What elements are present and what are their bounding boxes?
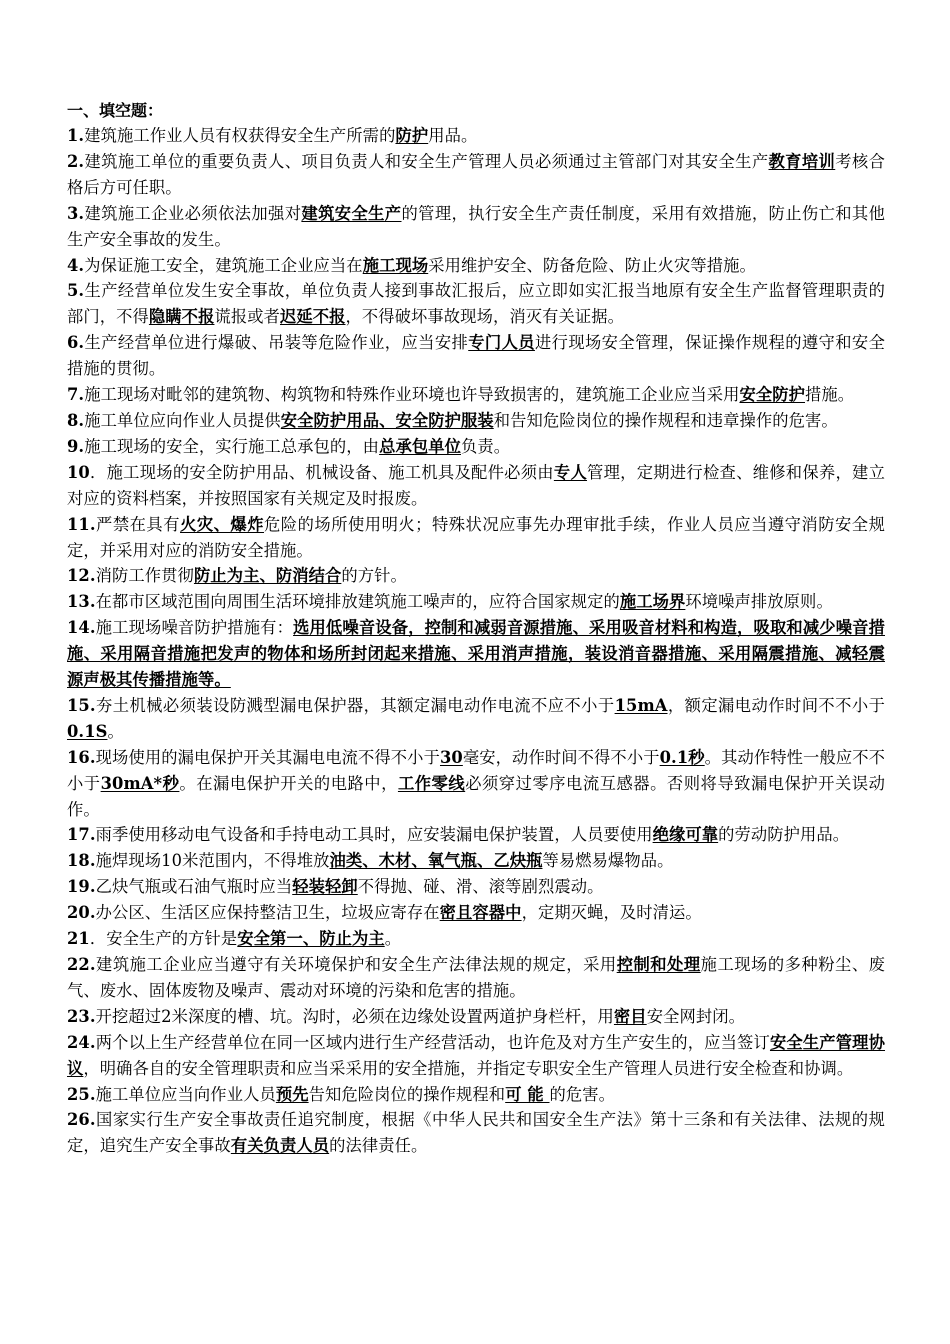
question-text: 施工单位应当向作业人员 — [95, 1084, 276, 1104]
question-text: 管理，定期进行检查、维修和保养，建立对应的资料档案，并按照国家有关规定及时报废。 — [67, 462, 886, 508]
answer-text: 绝缘可靠 — [652, 825, 719, 845]
answer-text: 15mA — [614, 695, 668, 715]
question-text: 消防工作贯彻 — [95, 566, 194, 586]
question-text: 负责。 — [461, 436, 511, 456]
answer-text: 密目 — [613, 1006, 647, 1026]
answer-text: 施工现场 — [362, 255, 429, 275]
question-item — [67, 382, 885, 408]
question-number: 9. — [67, 436, 85, 456]
question-text: 开挖超过2米深度的槽、坑。沟时，必须在边缘处设置两道护身栏杆，用 — [95, 1006, 614, 1026]
answer-text: 安全防护 — [739, 385, 805, 405]
question-number: 5. — [67, 281, 85, 301]
question-text: 建筑施工单位的重要负责人、项目负责人和安全生产管理人员必须通过主管部门对其安全生产 — [84, 151, 769, 171]
question-text: 。在漏电保护开关的电路中， — [179, 773, 398, 793]
question-text: 夯土机械必须装设防溅型漏电保护器，其额定漏电动作电流不应不小于 — [95, 695, 615, 715]
question-text: 必须穿过零序电流互感器。否则将导致漏电保护开关误动作。 — [67, 773, 885, 819]
question-item — [67, 822, 885, 848]
answer-text: 工作零线 — [397, 773, 466, 793]
answer-text: 控制和处理 — [616, 955, 701, 974]
answer-text: 有关负责人员 — [230, 1136, 330, 1156]
question-number: 3. — [67, 203, 85, 223]
answer-text: 迟延不报 — [279, 307, 346, 327]
question-number: 14. — [67, 618, 96, 638]
answer-text: 防止为主、防消结合 — [193, 566, 342, 586]
question-item — [67, 201, 885, 253]
question-text: 危险的场所使用明火；特殊状况应事先办理审批手续，作业人员应当遵守消防安全规定，并采用对应的消防安全措施。 — [67, 514, 885, 560]
question-item — [67, 563, 885, 589]
question-text: 毫安，动作时间不得不小于 — [462, 747, 660, 767]
question-text: 雨季使用移动电气设备和手持电动工具时，应安装漏电保护装置，人员要使用 — [95, 825, 653, 845]
question-number: 11. — [67, 514, 96, 534]
question-number: 22. — [67, 955, 96, 974]
question-number: 7. — [67, 385, 85, 405]
answer-text: 0.1S — [67, 721, 108, 741]
question-number: 26. — [67, 1110, 96, 1130]
question-text: 谎报或者 — [214, 307, 280, 327]
question-item — [67, 1004, 885, 1030]
question-item — [67, 1082, 885, 1108]
question-number: 8. — [67, 410, 85, 430]
question-number: 25. — [67, 1084, 96, 1104]
question-text: 施工现场的多种粉尘、废气、废水、固体废物及噪声、震动对环境的污染和危害的措施。 — [67, 955, 885, 1000]
question-number: 18. — [67, 851, 96, 871]
answer-text: 0.1秒 — [659, 747, 705, 767]
question-text: 施工现场的安全，实行施工总承包的，由 — [84, 436, 380, 456]
question-number: 10 — [67, 462, 90, 482]
question-number: 16. — [67, 747, 96, 767]
answer-text: 火灾、爆炸 — [180, 514, 265, 534]
question-text: 办公区、生活区应保持整洁卫生，垃圾应寄存在 — [95, 903, 440, 923]
question-text: 采用维护安全、防备危险、防止火灾等措施。 — [428, 255, 756, 275]
question-item — [67, 253, 885, 279]
answer-text: 安全第一、防止为主 — [237, 929, 385, 949]
question-text: ，明确各自的安全管理职责和应当采采用的安全措施，并指定专职安全生产管理人员进行安全检查和协调。 — [83, 1058, 854, 1078]
question-text: ，定期灭蝇，及时清运。 — [521, 903, 702, 923]
question-item — [67, 460, 885, 512]
question-text: 建筑施工企业必须依法加强对 — [84, 203, 302, 223]
answer-text: 油类、木材、氧气瓶、乙炔瓶 — [329, 851, 543, 871]
answer-text: 安全生产管理协议 — [67, 1032, 886, 1078]
question-text: 国家实行生产安全事故责任追究制度，根据《中华人民共和国安全生产法》第十三条和有关法律、法规的规定，追究生产安全事故 — [67, 1110, 885, 1156]
question-item — [67, 900, 885, 926]
question-item — [67, 615, 885, 693]
answer-text: 建筑安全生产 — [301, 203, 402, 223]
question-number: 19. — [67, 877, 96, 897]
question-text: 施焊现场10米范围内，不得堆放 — [95, 851, 330, 871]
question-text: 两个以上生产经营单位在同一区域内进行生产经营活动，也许危及对方生产安生的，应当签订 — [95, 1032, 770, 1052]
question-text: ，不得破坏事故现场，消灭有关证据。 — [345, 307, 624, 327]
question-item — [67, 123, 885, 149]
question-text: 生产经营单位发生安全事故，单位负责人接到事故汇报后，应立即如实汇报当地原有安全生产监督管理职责的部门，不得 — [67, 281, 885, 327]
question-text: 措施。 — [805, 385, 855, 405]
question-number: 15. — [67, 695, 96, 715]
question-text: ，额定漏电动作时间不不小于 — [667, 695, 885, 715]
answer-text: 施工场界 — [619, 592, 686, 612]
question-text: 施工现场噪音防护措施有： — [95, 618, 294, 638]
question-text: 环境噪声排放原则。 — [685, 592, 833, 612]
question-number: 6. — [67, 333, 85, 353]
question-item — [67, 874, 885, 900]
question-item — [67, 952, 885, 1004]
answer-text: 专门人员 — [468, 333, 535, 353]
question-text: 乙炔气瓶或石油气瓶时应当 — [95, 877, 293, 897]
question-item — [67, 512, 885, 564]
question-number: 13. — [67, 592, 96, 612]
question-text: 。 — [384, 929, 402, 949]
answer-text: 密且容器中 — [439, 903, 522, 923]
answer-text: 30mA*秒 — [100, 773, 180, 793]
question-text: ．施工现场的安全防护用品、机械设备、施工机具及配件必须由 — [89, 462, 554, 482]
question-text: 用品。 — [428, 126, 478, 145]
question-item — [67, 926, 885, 952]
question-item — [67, 278, 885, 330]
question-text: 严禁在具有 — [95, 514, 181, 534]
question-text: 的危害。 — [549, 1084, 616, 1104]
answer-text: 轻装轻卸 — [292, 877, 358, 897]
document-page — [67, 98, 885, 1159]
question-item — [67, 408, 885, 434]
question-text: 的管理，执行安全生产责任制度，采用有效措施，防止伤亡和其他生产安全事故的发生。 — [67, 203, 885, 249]
question-text: 等易燃易爆物品。 — [542, 851, 674, 871]
question-text: 和告知危险岗位的操作规程和违章操作的危害。 — [493, 410, 838, 430]
question-number: 23. — [67, 1006, 96, 1026]
question-text: 施工现场对毗邻的建筑物、构筑物和特殊作业环境也许导致损害的，建筑施工企业应当采用 — [84, 385, 740, 405]
question-text: 告知危险岗位的操作规程和 — [308, 1084, 506, 1104]
question-text: 施工单位应向作业人员提供 — [84, 410, 281, 430]
answer-text: 隐瞒不报 — [148, 307, 215, 327]
answer-text: 30 — [439, 747, 463, 767]
question-number: 12. — [67, 566, 96, 586]
question-number: 2. — [67, 151, 85, 171]
question-text: ．安全生产的方针是 — [89, 929, 238, 949]
question-text: 进行现场安全管理，保证操作规程的遵守和安全措施的贯彻。 — [67, 333, 885, 379]
answer-text: 专人 — [553, 462, 588, 482]
question-number: 1. — [67, 126, 85, 145]
answer-text: 总承包单位 — [379, 436, 461, 456]
question-text: 现场使用的漏电保护开关其漏电电流不得不小于 — [95, 747, 440, 767]
question-item — [67, 1107, 885, 1159]
question-text: 的方针。 — [341, 566, 407, 586]
question-number: 17. — [67, 825, 96, 845]
answer-text: 选用低噪音设备，控制和减弱音源措施、采用吸音材料和构造，吸取和减少噪音措施、采用隔音措施把发声的物体和场所封闭起来措施、采用消声措施，装设消音器措施、采用隔震措施、减轻震源声极其传播措施等。 — [67, 618, 885, 690]
question-item — [67, 745, 885, 823]
question-text: 在都市区域范围向周围生活环境排放建筑施工噪声的，应符合国家规定的 — [95, 592, 620, 612]
question-item — [67, 434, 885, 460]
question-text: 的劳动防护用品。 — [718, 825, 850, 845]
question-item — [67, 1030, 885, 1082]
question-text: 安全网封闭。 — [646, 1006, 745, 1026]
answer-text: 教育培训 — [768, 151, 836, 171]
question-text: 建筑施工作业人员有权获得安全生产所需的 — [84, 126, 396, 145]
question-number: 21 — [67, 929, 90, 949]
question-item — [67, 693, 885, 745]
answer-text: 安全防护用品、安全防护服装 — [280, 410, 494, 430]
question-item — [67, 848, 885, 874]
answer-text: 防护 — [395, 126, 429, 145]
question-item — [67, 330, 885, 382]
question-text: 。其动作特性一般应不不小于 — [67, 747, 886, 793]
question-list — [67, 123, 885, 1159]
question-item — [67, 149, 885, 201]
question-number: 24. — [67, 1032, 96, 1052]
answer-text: 可 能 — [505, 1084, 550, 1104]
question-text: 考核合格后方可任职。 — [67, 151, 885, 197]
question-text: 的法律责任。 — [329, 1136, 428, 1156]
question-text: 生产经营单位进行爆破、吊装等危险作业，应当安排 — [84, 333, 469, 353]
question-number: 20. — [67, 903, 96, 923]
question-text: 为保证施工安全，建筑施工企业应当在 — [84, 255, 363, 275]
question-text: 。 — [107, 721, 124, 741]
section-heading: 一、填空题： — [67, 101, 164, 120]
answer-text: 预先 — [275, 1084, 309, 1104]
question-text: 建筑施工企业应当遵守有关环境保护和安全生产法律法规的规定，采用 — [95, 955, 617, 974]
question-number: 4. — [67, 255, 85, 275]
question-text: 不得抛、碰、滑、滚等剧烈震动。 — [357, 877, 604, 897]
question-item — [67, 589, 885, 615]
